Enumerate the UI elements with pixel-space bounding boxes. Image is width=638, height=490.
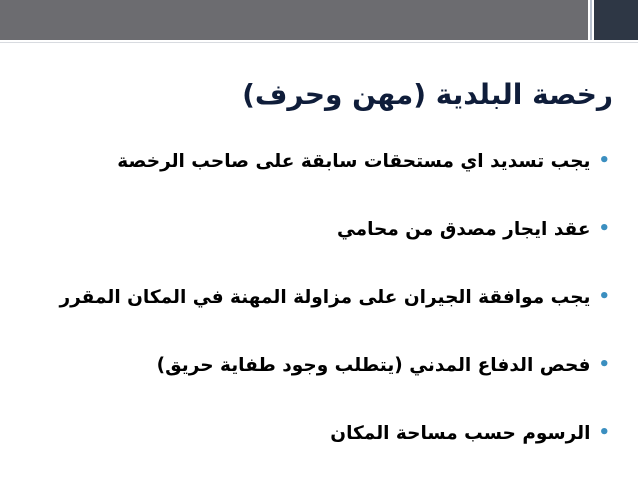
bullet-item [60,354,611,422]
bullet-item [60,150,611,218]
bullet-marker-icon: • [598,218,610,239]
bullet-item [60,286,611,354]
bullet-item [60,218,611,286]
header-band [0,0,638,40]
bullet-text: يجب تسديد اي مستحقات سابقة على صاحب الرخصة [117,151,591,172]
bullet-item [60,422,611,490]
slide-title: رخصة البلدية (مهن وحرف) [242,78,613,111]
bullet-marker-icon: • [598,354,610,375]
bullet-marker-icon: • [598,422,610,443]
bullet-text: يجب موافقة الجيران على مزاولة المهنة في المكان المقرر [59,287,591,308]
header-band-grey [0,0,588,40]
header-band-accent [594,0,638,40]
bullet-text: الرسوم حسب مساحة المكان [330,423,591,444]
header-band-divider [590,0,592,40]
bullet-text: عقد ايجار مصدق من محامي [336,219,591,240]
bullet-text: فحص الدفاع المدني (يتطلب وجود طفاية حريق) [156,355,591,376]
bullet-marker-icon: • [598,150,610,171]
bullet-list [60,150,611,490]
bullet-marker-icon: • [598,286,610,307]
header-underline [0,42,638,43]
